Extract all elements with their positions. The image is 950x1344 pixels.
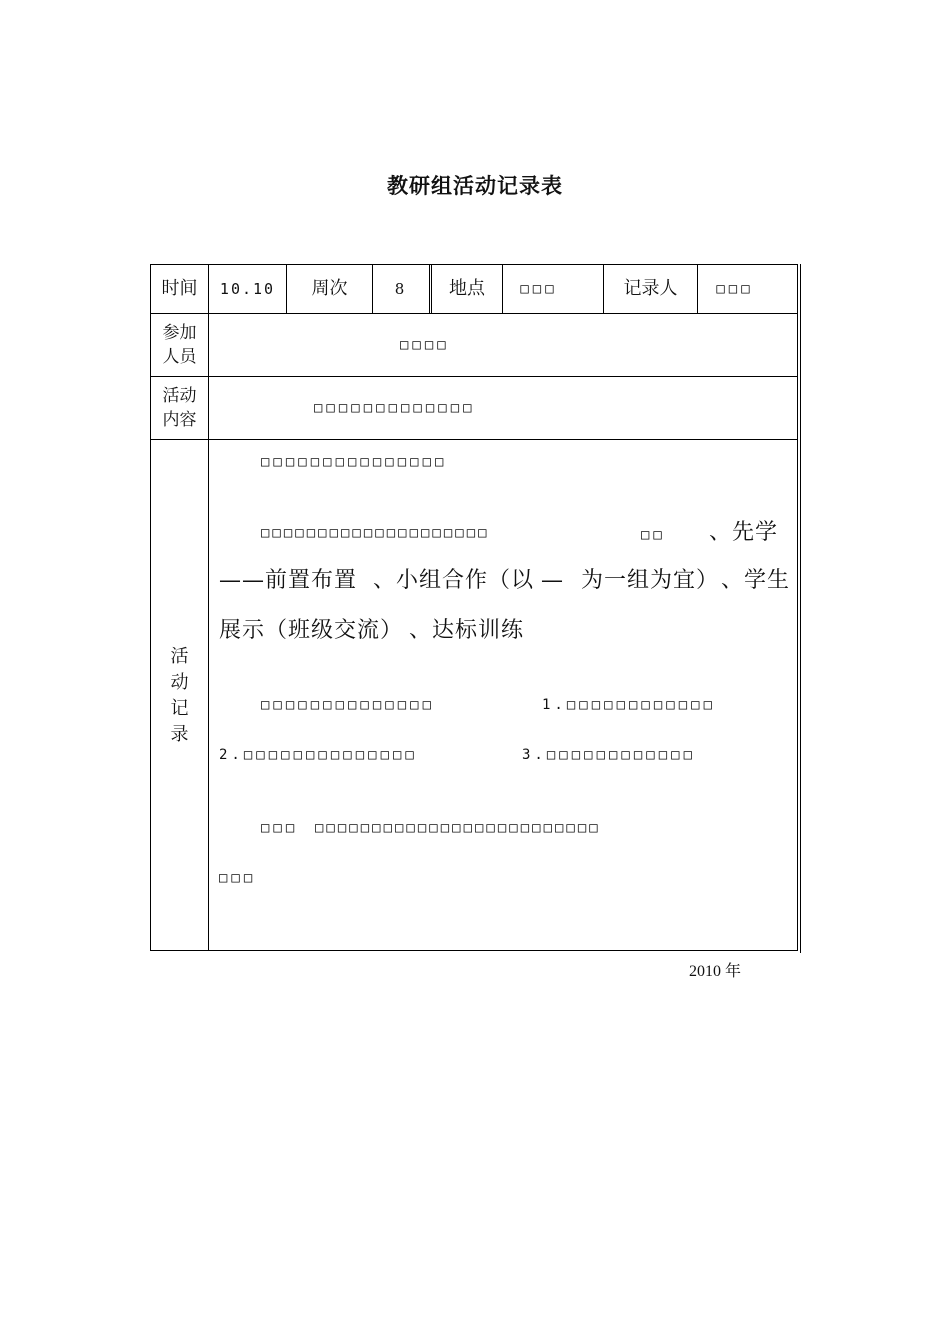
content-value: □□□□□□□□□□□□□ bbox=[314, 400, 476, 416]
row-divider bbox=[151, 313, 797, 314]
time-value: 10.10 bbox=[219, 279, 276, 298]
record-line-7-a: □□□ bbox=[261, 820, 299, 836]
record-label-char: 动 bbox=[170, 671, 189, 693]
record-label-char: 记 bbox=[170, 697, 189, 719]
record-label-char: 活 bbox=[170, 645, 189, 667]
week-value: 8 bbox=[394, 279, 408, 298]
record-line-5-a: □□□□□□□□□□□□□□ bbox=[261, 697, 436, 713]
content-label bbox=[151, 377, 208, 439]
record-line-3-e: 、学生 bbox=[721, 568, 791, 593]
time-label: 时间 bbox=[161, 278, 198, 299]
record-label-char: 录 bbox=[170, 723, 189, 745]
document-title: 教研组活动记录表 bbox=[387, 174, 563, 198]
record-table bbox=[150, 264, 798, 951]
record-line-3-d: 为一组为宜） bbox=[581, 568, 720, 593]
place-value: □□□ bbox=[520, 281, 558, 297]
record-line-8: □□□ bbox=[219, 870, 257, 886]
record-line-7-b: □□□□□□□□□□□□□□□□□□□□□□□□□ bbox=[315, 820, 601, 836]
record-line-1: □□□□□□□□□□□□□□□ bbox=[261, 454, 448, 470]
recorder-value: □□□ bbox=[716, 281, 754, 297]
participants-label-line1: 参加 bbox=[162, 323, 197, 343]
recorder-label: 记录人 bbox=[623, 278, 678, 299]
record-line-3-a: ——前置布置 bbox=[219, 568, 358, 593]
row-divider bbox=[151, 439, 797, 440]
column-divider bbox=[208, 265, 209, 951]
footer-year: 2010 年 bbox=[689, 963, 742, 980]
record-line-6-b: 3.□□□□□□□□□□□□ bbox=[522, 747, 697, 763]
content-label-line2: 内容 bbox=[162, 410, 197, 430]
record-line-3-b: 、小组合作（以 bbox=[373, 568, 535, 593]
participants-label-line2: 人员 bbox=[162, 347, 197, 367]
place-label: 地点 bbox=[449, 278, 485, 299]
record-line-6-a: 2.□□□□□□□□□□□□□□ bbox=[219, 747, 418, 763]
participants-value: □□□□ bbox=[400, 337, 450, 353]
row-divider bbox=[151, 376, 797, 377]
record-line-2-boxes: □□□□□□□□□□□□□□□□□□□□ bbox=[261, 525, 490, 541]
record-label bbox=[151, 440, 208, 951]
content-label-line1: 活动 bbox=[162, 386, 197, 406]
participants-label bbox=[151, 314, 208, 376]
column-divider bbox=[429, 265, 430, 313]
record-line-4-a: 展示（班级交流） bbox=[219, 618, 404, 643]
week-label: 周次 bbox=[311, 278, 348, 299]
record-line-2-text: 、先学 bbox=[709, 520, 779, 545]
record-line-2-boxes-b: □□ bbox=[641, 527, 666, 543]
record-line-3-c: — bbox=[541, 568, 564, 593]
record-line-4-b: 、达标训练 bbox=[409, 618, 525, 643]
record-line-5-b: 1.□□□□□□□□□□□□ bbox=[542, 697, 717, 713]
